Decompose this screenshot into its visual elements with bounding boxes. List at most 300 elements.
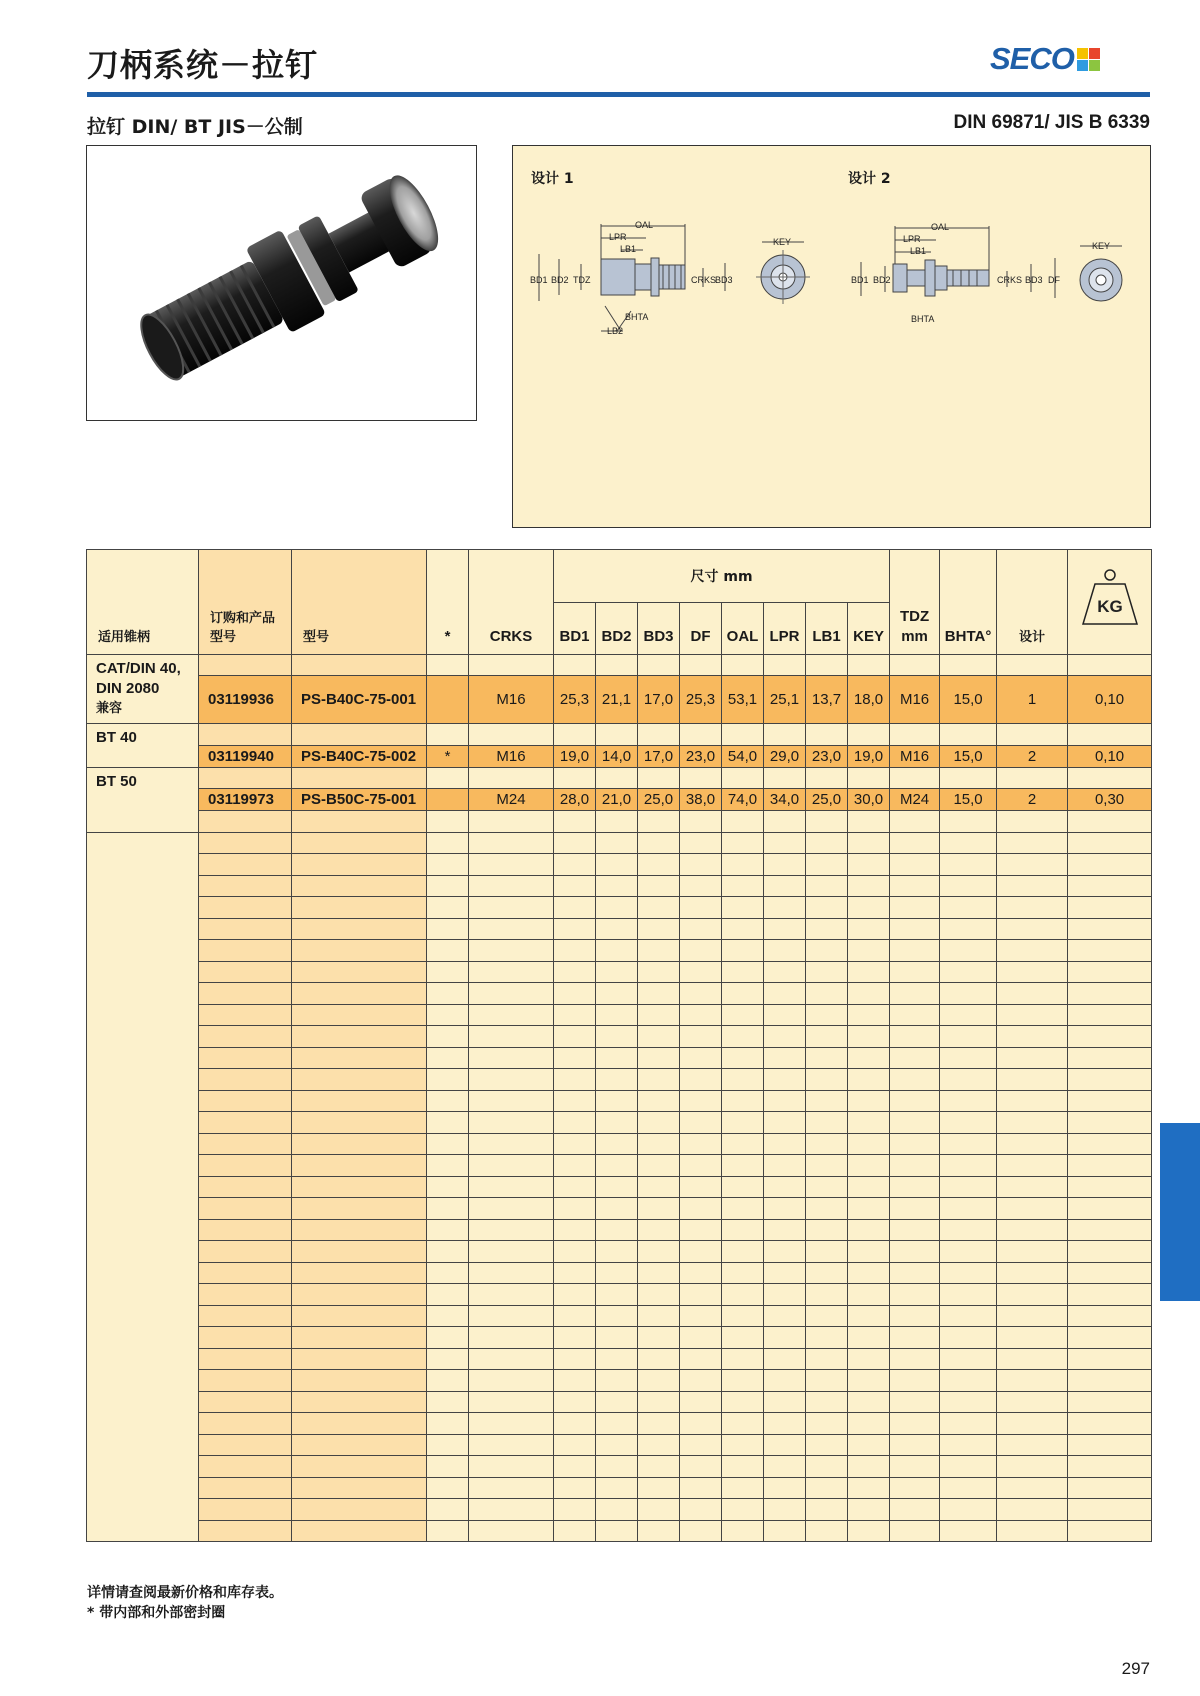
blank-cell bbox=[199, 1090, 292, 1112]
blank-cell bbox=[997, 1477, 1068, 1499]
blank-cell bbox=[940, 1155, 997, 1177]
blank-cell bbox=[764, 983, 806, 1005]
blank-cell bbox=[427, 1155, 469, 1177]
blank-cell bbox=[596, 1477, 638, 1499]
design1-key-label: KEY bbox=[773, 237, 792, 247]
lb1-cell: 13,7 bbox=[806, 676, 848, 724]
blank-cell bbox=[427, 1241, 469, 1263]
key-cell: 19,0 bbox=[848, 745, 890, 767]
blank-cell bbox=[638, 1026, 680, 1048]
blank-cell bbox=[427, 940, 469, 962]
blank-cell bbox=[554, 875, 596, 897]
blank-cell bbox=[940, 918, 997, 940]
blank-cell bbox=[764, 1391, 806, 1413]
blank-cell bbox=[997, 724, 1068, 746]
blank-cell bbox=[427, 1305, 469, 1327]
blank-cell bbox=[940, 1090, 997, 1112]
blank-cell bbox=[940, 1026, 997, 1048]
blank-cell bbox=[638, 1305, 680, 1327]
blank-row bbox=[87, 918, 1152, 940]
blank-cell bbox=[997, 961, 1068, 983]
blank-cell bbox=[199, 1241, 292, 1263]
blank-cell bbox=[997, 811, 1068, 833]
page-title: 刀柄系统－拉钉 bbox=[87, 46, 319, 84]
blank-cell bbox=[940, 1176, 997, 1198]
blank-cell bbox=[1068, 1198, 1152, 1220]
blank-cell bbox=[848, 1348, 890, 1370]
shank-label-line: BT 40 bbox=[96, 729, 137, 746]
blank-cell bbox=[680, 1305, 722, 1327]
blank-row bbox=[87, 1434, 1152, 1456]
blank-cell bbox=[722, 983, 764, 1005]
blank-cell bbox=[199, 811, 292, 833]
blank-cell bbox=[680, 1456, 722, 1478]
blank-row bbox=[87, 1370, 1152, 1392]
blank-cell bbox=[292, 1370, 427, 1392]
header-bd3: BD3 bbox=[638, 603, 680, 655]
blank-cell bbox=[940, 1198, 997, 1220]
shank-label-line: CAT/DIN 40, bbox=[96, 660, 181, 677]
blank-cell bbox=[848, 1284, 890, 1306]
blank-cell bbox=[638, 1520, 680, 1542]
blank-cell bbox=[806, 854, 848, 876]
blank-cell bbox=[292, 1155, 427, 1177]
blank-cell bbox=[638, 1327, 680, 1349]
blank-cell bbox=[764, 1370, 806, 1392]
blank-cell bbox=[848, 1456, 890, 1478]
blank-cell bbox=[554, 811, 596, 833]
blank-cell bbox=[554, 1456, 596, 1478]
blank-cell bbox=[1068, 1499, 1152, 1521]
bd1-cell: 19,0 bbox=[554, 745, 596, 767]
blank-cell bbox=[638, 1047, 680, 1069]
blank-cell bbox=[554, 1499, 596, 1521]
blank-cell bbox=[940, 854, 997, 876]
blank-cell bbox=[890, 1155, 940, 1177]
key-cell: 18,0 bbox=[848, 676, 890, 724]
blank-cell bbox=[806, 1434, 848, 1456]
blank-cell bbox=[596, 1176, 638, 1198]
blank-cell bbox=[1068, 875, 1152, 897]
blank-cell bbox=[764, 1047, 806, 1069]
blank-cell bbox=[848, 1069, 890, 1091]
blank-cell bbox=[554, 1155, 596, 1177]
blank-cell bbox=[292, 767, 427, 789]
blank-cell bbox=[554, 724, 596, 746]
blank-cell bbox=[722, 724, 764, 746]
blank-cell bbox=[997, 1112, 1068, 1134]
blank-cell bbox=[1068, 767, 1152, 789]
blank-cell bbox=[764, 1413, 806, 1435]
blank-cell bbox=[199, 655, 292, 676]
blank-cell bbox=[554, 832, 596, 854]
blank-cell bbox=[997, 983, 1068, 1005]
blank-cell bbox=[596, 1284, 638, 1306]
blank-cell bbox=[554, 1133, 596, 1155]
bd2-cell: 14,0 bbox=[596, 745, 638, 767]
blank-cell bbox=[638, 1176, 680, 1198]
blank-cell bbox=[680, 724, 722, 746]
df-cell: 38,0 bbox=[680, 789, 722, 811]
blank-cell bbox=[638, 1241, 680, 1263]
page-number: 297 bbox=[1121, 1659, 1150, 1678]
blank-cell bbox=[554, 1413, 596, 1435]
blank-cell bbox=[680, 1047, 722, 1069]
blank-cell bbox=[997, 875, 1068, 897]
blank-row bbox=[87, 1112, 1152, 1134]
blank-cell bbox=[554, 983, 596, 1005]
blank-cell bbox=[997, 1219, 1068, 1241]
blank-cell bbox=[1068, 1284, 1152, 1306]
blank-cell bbox=[806, 1456, 848, 1478]
blank-cell bbox=[469, 724, 554, 746]
blank-cell bbox=[940, 1520, 997, 1542]
blank-cell bbox=[764, 1348, 806, 1370]
blank-row bbox=[87, 897, 1152, 919]
blank-cell bbox=[806, 1219, 848, 1241]
bhta-cell: 15,0 bbox=[940, 745, 997, 767]
blank-cell bbox=[680, 961, 722, 983]
blank-cell bbox=[199, 1348, 292, 1370]
blank-cell bbox=[940, 897, 997, 919]
blank-cell bbox=[292, 1090, 427, 1112]
blank-cell bbox=[199, 1305, 292, 1327]
blank-cell bbox=[764, 897, 806, 919]
blank-cell bbox=[638, 832, 680, 854]
blank-cell bbox=[1068, 1434, 1152, 1456]
blank-row bbox=[87, 1198, 1152, 1220]
blank-cell bbox=[292, 1241, 427, 1263]
blank-cell bbox=[806, 1305, 848, 1327]
blank-cell bbox=[890, 1520, 940, 1542]
seal-star-cell bbox=[427, 789, 469, 811]
blank-cell bbox=[848, 1434, 890, 1456]
blank-cell bbox=[680, 1477, 722, 1499]
bd2-cell: 21,1 bbox=[596, 676, 638, 724]
shank-label-line: 兼容 bbox=[96, 701, 123, 716]
blank-row bbox=[87, 1391, 1152, 1413]
blank-cell bbox=[848, 1370, 890, 1392]
blank-cell bbox=[469, 1434, 554, 1456]
shank-group-cell bbox=[87, 655, 199, 724]
blank-cell bbox=[638, 1284, 680, 1306]
blank-cell bbox=[764, 1477, 806, 1499]
blank-cell bbox=[596, 1434, 638, 1456]
blank-cell bbox=[848, 1133, 890, 1155]
blank-cell bbox=[848, 1155, 890, 1177]
product-photo bbox=[86, 145, 477, 421]
blank-cell bbox=[427, 1004, 469, 1026]
blank-cell bbox=[848, 767, 890, 789]
tdz-cell: M16 bbox=[890, 745, 940, 767]
blank-cell bbox=[680, 1026, 722, 1048]
blank-cell bbox=[806, 1327, 848, 1349]
lpr-cell: 25,1 bbox=[764, 676, 806, 724]
oal-cell: 74,0 bbox=[722, 789, 764, 811]
blank-cell bbox=[292, 1520, 427, 1542]
blank-cell bbox=[848, 1026, 890, 1048]
bd3-cell: 17,0 bbox=[638, 676, 680, 724]
blank-cell bbox=[292, 1176, 427, 1198]
blank-cell bbox=[940, 1305, 997, 1327]
spec-table-body bbox=[87, 655, 1152, 1542]
crks-cell: M16 bbox=[469, 676, 554, 724]
lpr-cell: 34,0 bbox=[764, 789, 806, 811]
blank-cell bbox=[764, 1305, 806, 1327]
blank-cell bbox=[722, 1499, 764, 1521]
blank-cell bbox=[554, 961, 596, 983]
blank-cell bbox=[554, 655, 596, 676]
seco-logo bbox=[990, 41, 1100, 76]
blank-cell bbox=[469, 1413, 554, 1435]
blank-cell bbox=[1068, 1391, 1152, 1413]
blank-cell bbox=[292, 1434, 427, 1456]
blank-cell bbox=[554, 1327, 596, 1349]
blank-cell bbox=[764, 1004, 806, 1026]
blank-cell bbox=[199, 832, 292, 854]
blank-cell bbox=[890, 1499, 940, 1521]
blank-cell bbox=[469, 1348, 554, 1370]
blank-cell bbox=[848, 854, 890, 876]
blank-cell bbox=[764, 1284, 806, 1306]
bd3-cell: 25,0 bbox=[638, 789, 680, 811]
blank-cell bbox=[764, 655, 806, 676]
blank-cell bbox=[940, 1391, 997, 1413]
blank-cell bbox=[722, 811, 764, 833]
blank-cell bbox=[890, 1413, 940, 1435]
blank-cell bbox=[1068, 1262, 1152, 1284]
blank-cell bbox=[427, 724, 469, 746]
shank-label-line: DIN 2080 bbox=[96, 680, 160, 697]
blank-cell bbox=[638, 811, 680, 833]
blank-cell bbox=[292, 875, 427, 897]
blank-cell bbox=[596, 1198, 638, 1220]
blank-cell bbox=[722, 961, 764, 983]
blank-row bbox=[87, 1413, 1152, 1435]
blank-cell bbox=[680, 1069, 722, 1091]
blank-cell bbox=[427, 832, 469, 854]
blank-cell bbox=[680, 940, 722, 962]
blank-cell bbox=[764, 1026, 806, 1048]
blank-cell bbox=[806, 724, 848, 746]
blank-cell bbox=[722, 1176, 764, 1198]
blank-cell bbox=[199, 1004, 292, 1026]
blank-cell bbox=[806, 1499, 848, 1521]
design1-end-view bbox=[756, 242, 810, 304]
blank-cell bbox=[722, 918, 764, 940]
blank-cell bbox=[427, 1198, 469, 1220]
blank-cell bbox=[292, 1047, 427, 1069]
blank-cell bbox=[1068, 1176, 1152, 1198]
blank-cell bbox=[997, 1069, 1068, 1091]
blank-cell bbox=[764, 875, 806, 897]
blank-cell bbox=[1068, 1069, 1152, 1091]
blank-cell bbox=[554, 1477, 596, 1499]
blank-cell bbox=[940, 724, 997, 746]
blank-cell bbox=[806, 918, 848, 940]
blank-cell bbox=[722, 897, 764, 919]
blank-cell bbox=[554, 897, 596, 919]
blank-cell bbox=[764, 1456, 806, 1478]
blank-cell bbox=[427, 1133, 469, 1155]
blank-cell bbox=[427, 875, 469, 897]
blank-cell bbox=[199, 1219, 292, 1241]
blank-cell bbox=[1068, 1219, 1152, 1241]
bhta-cell: 15,0 bbox=[940, 789, 997, 811]
blank-cell bbox=[940, 767, 997, 789]
blank-cell bbox=[427, 961, 469, 983]
design-cell: 2 bbox=[997, 789, 1068, 811]
blank-cell bbox=[764, 918, 806, 940]
blank-cell bbox=[848, 940, 890, 962]
blank-cell bbox=[638, 1456, 680, 1478]
blank-row bbox=[87, 1241, 1152, 1263]
blank-row bbox=[87, 1155, 1152, 1177]
blank-cell bbox=[848, 1198, 890, 1220]
blank-cell bbox=[940, 1047, 997, 1069]
blank-cell bbox=[427, 854, 469, 876]
blank-cell bbox=[292, 1305, 427, 1327]
dim2-bhta-label: BHTA bbox=[911, 314, 935, 324]
blank-cell bbox=[554, 1090, 596, 1112]
blank-cell bbox=[199, 854, 292, 876]
blank-cell bbox=[1068, 918, 1152, 940]
blank-cell bbox=[722, 1069, 764, 1091]
blank-cell bbox=[596, 1305, 638, 1327]
blank-cell bbox=[469, 1133, 554, 1155]
blank-cell bbox=[997, 1305, 1068, 1327]
footnotes bbox=[87, 1583, 283, 1623]
footnote-star: * 带内部和外部密封圈 bbox=[87, 1605, 226, 1621]
blank-cell bbox=[638, 767, 680, 789]
blank-cell bbox=[554, 1241, 596, 1263]
section-subtitle: 拉钉 DIN/ BT JIS－公制 bbox=[87, 116, 303, 138]
blank-cell bbox=[427, 1499, 469, 1521]
blank-row bbox=[87, 1090, 1152, 1112]
dim2-bd1-label: BD1 bbox=[851, 275, 869, 285]
blank-cell bbox=[1068, 1155, 1152, 1177]
bd3-cell: 17,0 bbox=[638, 745, 680, 767]
blank-cell bbox=[638, 1198, 680, 1220]
blank-cell bbox=[940, 1262, 997, 1284]
blank-row bbox=[87, 1176, 1152, 1198]
blank-cell bbox=[638, 1133, 680, 1155]
blank-cell bbox=[292, 1391, 427, 1413]
empty-shank-cell bbox=[87, 832, 199, 1542]
blank-cell bbox=[554, 1004, 596, 1026]
blank-cell bbox=[638, 854, 680, 876]
blank-cell bbox=[890, 1348, 940, 1370]
blank-cell bbox=[940, 983, 997, 1005]
logo-text: SECO bbox=[990, 41, 1074, 76]
blank-cell bbox=[806, 1069, 848, 1091]
blank-cell bbox=[806, 1198, 848, 1220]
blank-cell bbox=[764, 940, 806, 962]
blank-cell bbox=[596, 1499, 638, 1521]
blank-row bbox=[87, 1069, 1152, 1091]
blank-cell bbox=[554, 1069, 596, 1091]
order-number-cell: 03119973 bbox=[199, 789, 292, 811]
blank-cell bbox=[596, 918, 638, 940]
blank-cell bbox=[199, 961, 292, 983]
blank-cell bbox=[596, 767, 638, 789]
blank-cell bbox=[1068, 940, 1152, 962]
blank-cell bbox=[722, 1456, 764, 1478]
blank-cell bbox=[940, 1284, 997, 1306]
blank-cell bbox=[806, 1004, 848, 1026]
header-bd1: BD1 bbox=[554, 603, 596, 655]
design-cell: 2 bbox=[997, 745, 1068, 767]
blank-cell bbox=[427, 1262, 469, 1284]
blank-cell bbox=[638, 983, 680, 1005]
blank-cell bbox=[292, 1133, 427, 1155]
blank-cell bbox=[638, 1004, 680, 1026]
header-lpr: LPR bbox=[764, 603, 806, 655]
blank-cell bbox=[764, 1198, 806, 1220]
blank-cell bbox=[596, 1391, 638, 1413]
blank-cell bbox=[890, 854, 940, 876]
blank-cell bbox=[292, 940, 427, 962]
df-cell: 23,0 bbox=[680, 745, 722, 767]
blank-cell bbox=[997, 1026, 1068, 1048]
blank-cell bbox=[680, 1004, 722, 1026]
blank-cell bbox=[680, 1112, 722, 1134]
blank-cell bbox=[596, 832, 638, 854]
blank-cell bbox=[199, 1434, 292, 1456]
blank-cell bbox=[890, 1133, 940, 1155]
blank-cell bbox=[722, 1198, 764, 1220]
blank-cell bbox=[848, 1112, 890, 1134]
dim2-oal-label: OAL bbox=[931, 222, 950, 232]
dim-bd2-label: BD2 bbox=[551, 275, 569, 285]
blank-cell bbox=[199, 1370, 292, 1392]
blank-cell bbox=[848, 961, 890, 983]
blank-cell bbox=[1068, 1456, 1152, 1478]
blank-cell bbox=[722, 1241, 764, 1263]
blank-cell bbox=[848, 1262, 890, 1284]
blank-cell bbox=[469, 1047, 554, 1069]
blank-cell bbox=[554, 1434, 596, 1456]
blank-cell bbox=[764, 832, 806, 854]
bd1-cell: 25,3 bbox=[554, 676, 596, 724]
blank-cell bbox=[997, 1133, 1068, 1155]
design2-key-label: KEY bbox=[1092, 241, 1111, 251]
blank-cell bbox=[199, 1198, 292, 1220]
blank-cell bbox=[940, 1456, 997, 1478]
blank-cell bbox=[940, 1241, 997, 1263]
blank-cell bbox=[1068, 961, 1152, 983]
blank-cell bbox=[997, 940, 1068, 962]
blank-cell bbox=[469, 655, 554, 676]
blank-cell bbox=[848, 875, 890, 897]
blank-cell bbox=[764, 1112, 806, 1134]
blank-cell bbox=[722, 1327, 764, 1349]
blank-cell bbox=[890, 1370, 940, 1392]
blank-cell bbox=[199, 897, 292, 919]
blank-cell bbox=[554, 1284, 596, 1306]
blank-cell bbox=[427, 1477, 469, 1499]
tdz-cell: M16 bbox=[890, 676, 940, 724]
blank-cell bbox=[848, 655, 890, 676]
blank-cell bbox=[596, 875, 638, 897]
blank-cell bbox=[427, 811, 469, 833]
blank-cell bbox=[292, 1112, 427, 1134]
blank-cell bbox=[997, 1155, 1068, 1177]
blank-row bbox=[87, 940, 1152, 962]
blank-cell bbox=[680, 1090, 722, 1112]
blank-cell bbox=[596, 1262, 638, 1284]
design2-label: 设计 2 bbox=[848, 171, 891, 187]
